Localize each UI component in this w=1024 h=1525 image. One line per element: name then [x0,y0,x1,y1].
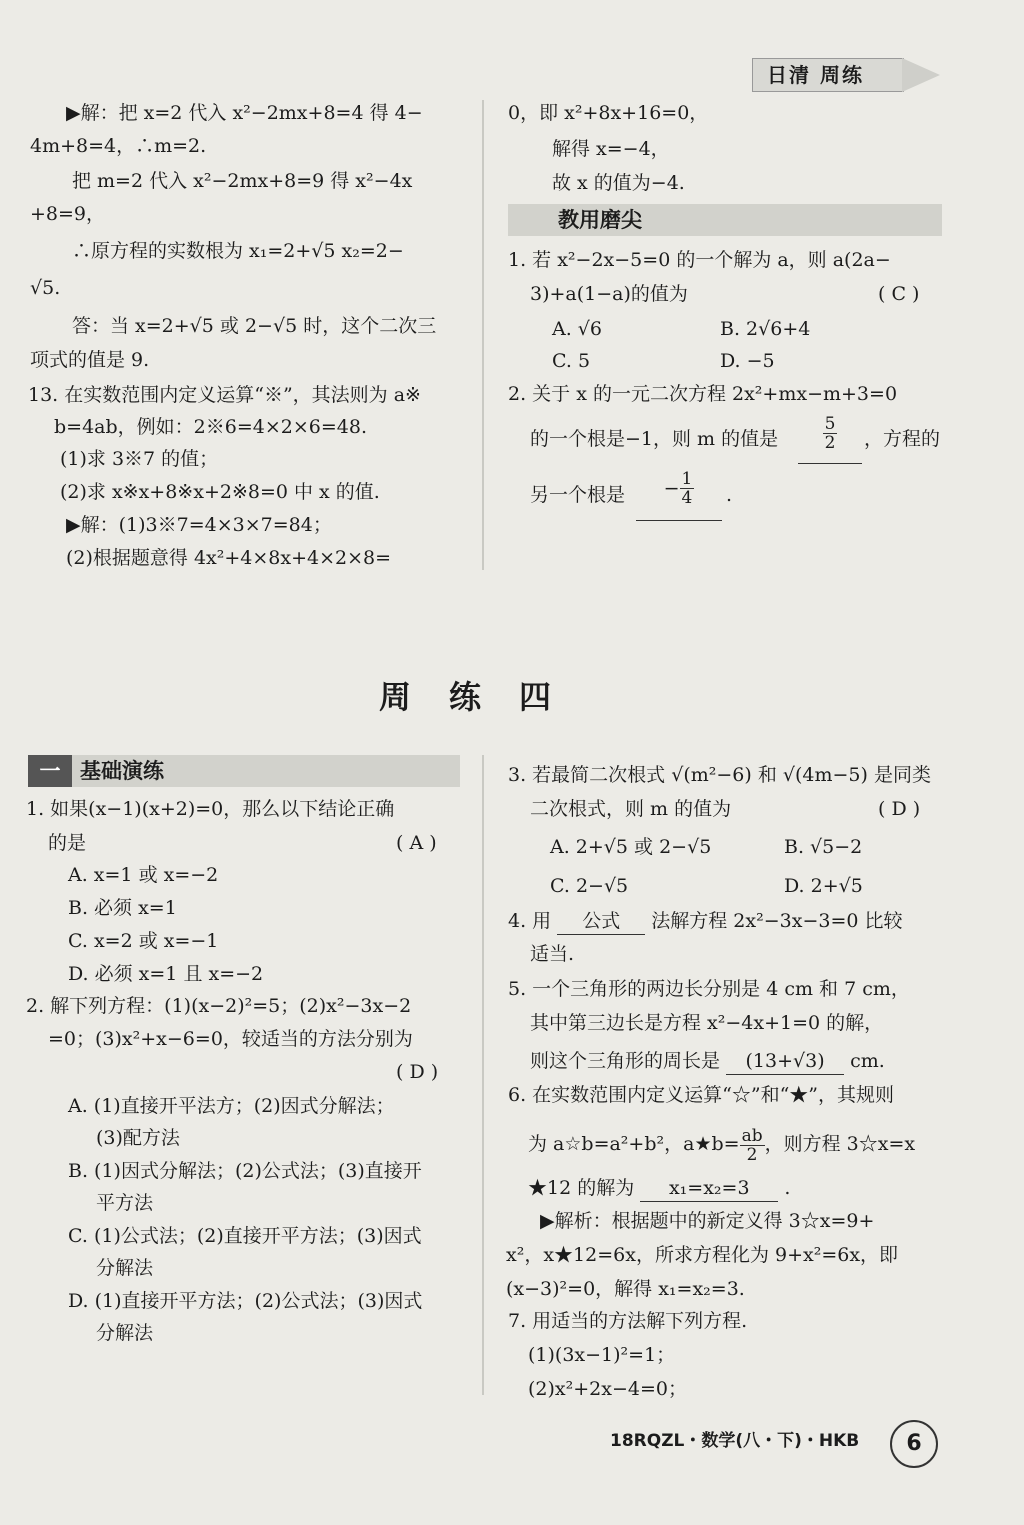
option-a: A. 2+√5 或 2−√5 [550,836,712,858]
text-line: ▶解：(1)3※7=4×3×7=84； [66,514,332,536]
footer-code: 18RQZL・数学(八・下)・HKB [610,1431,860,1451]
question-stem: 1. 若 x²−2x−5=0 的一个解为 a，则 a(2a− [508,249,891,271]
text-line: b=4ab，例如：2※6=4×2×6=48. [54,416,367,438]
question-stem: ，方程的 [864,428,941,450]
question-stem: 另一个根是 [530,484,626,506]
solution-line: ▶解析：根据题中的新定义得 3☆x=9+ [540,1210,875,1232]
option-c: C. 2−√5 [550,875,629,897]
fraction: $\frac{5}{2}$ [824,414,836,453]
option-b: B. √5−2 [784,836,863,858]
text-line: (1)求 3※7 的值； [60,448,219,470]
option-a: A. (1)直接开平法方；(2)因式分解法； [68,1095,395,1117]
answer-blank [798,415,862,464]
fraction: $\frac{1}{4}$ [681,469,693,508]
question-5-stem: 5. 一个三角形的两边长分别是 4 cm 和 7 cm， [508,978,910,1000]
answer-blank: 公式 [557,908,645,935]
question-6-stem: 为 a☆b=a²+b²，a★b= $\frac{ab}{2}$ ，则方程 3☆x=x [528,1125,916,1165]
option-d: D. −5 [720,350,775,372]
text-line: 把 m=2 代入 x²−2mx+8=9 得 x²−4x [72,170,413,192]
text-line: +8=9， [30,203,106,225]
page-number: 6 [890,1420,938,1468]
text-line: 答：当 x=2+√5 或 2−√5 时，这个二次三 [72,315,437,337]
answer-blank: − $\frac{1}{4}$ [636,470,722,521]
option-c: C. x=2 或 x=−1 [68,930,219,952]
section-badge: 一 [28,755,72,787]
text-line: ▶解：把 x=2 代入 x²−2mx+8=4 得 4− [66,102,423,124]
option-d-cont: 分解法 [96,1322,154,1344]
question-1-stem: 1. 如果(x−1)(x+2)=0，那么以下结论正确 [26,798,395,820]
header-tag: 日清 周练 [752,58,904,92]
answer-blank: x₁=x₂=3 [640,1175,778,1202]
text-line: 项式的值是 9. [30,349,150,371]
solution-line: (x−3)²=0，解得 x₁=x₂=3. [506,1278,745,1300]
question-stem: . [726,484,733,506]
text-line: (2)求 x※x+8※x+2※8=0 中 x 的值. [60,481,380,503]
text-line: 0，即 x²+8x+16=0， [508,102,709,124]
question-7-part: (1)(3x−1)²=1； [528,1344,676,1366]
question-2-stem: 2. 解下列方程：(1)(x−2)²=5；(2)x²−3x−2 [26,995,412,1017]
option-c: C. 5 [552,350,591,372]
text-line: (2)根据题意得 4x²+4×8x+4×2×8= [66,547,392,569]
question-4-stem: 4. 用 公式 法解方程 2x²−3x−3=0 比较 [508,908,903,935]
option-c-cont: 分解法 [96,1257,154,1279]
text-line: 4m+8=4，∴m=2. [30,135,207,157]
page-title: 周练四 [378,678,589,716]
question-5-stem: 则这个三角形的周长是 (13+√3) cm. [530,1048,885,1075]
option-c: C. (1)公式法；(2)直接开平方法；(3)因式 [68,1225,422,1247]
question-1-stem: 的是 [48,832,87,854]
question-6-stem: 6. 在实数范围内定义运算“☆”和“★”，其规则 [508,1084,895,1106]
answer-mark: ( D ) [396,1061,439,1083]
answer-mark: ( D ) [878,798,921,820]
question-stem: 的一个根是−1，则 m 的值是 [530,428,779,450]
option-d: D. (1)直接开平方法；(2)公式法；(3)因式 [68,1290,423,1312]
answer-mark: ( C ) [878,283,920,305]
question-3-stem: 3. 若最简二次根式 √(m²−6) 和 √(4m−5) 是同类 [508,764,931,786]
text-line: 故 x 的值为−4. [552,172,685,194]
option-b: B. (1)因式分解法；(2)公式法；(3)直接开 [68,1160,422,1182]
text-line: √5. [30,277,61,299]
header-arrow-icon [902,58,940,92]
option-d: D. 必须 x=1 且 x=−2 [68,963,264,985]
question-7-stem: 7. 用适当的方法解下列方程. [508,1310,748,1332]
text-line: ∴原方程的实数根为 x₁=2+√5 x₂=2− [72,240,404,262]
fraction: $\frac{ab}{2}$ [741,1125,763,1165]
question-4-stem: 适当. [530,943,575,965]
option-a: A. √6 [552,318,602,340]
question-2-stem: =0；(3)x²+x−6=0，较适当的方法分别为 [48,1028,413,1050]
answer-blank: (13+√3) [726,1048,844,1075]
question-13-stem: 13. 在实数范围内定义运算“※”，其法则为 a※ [28,384,421,406]
option-a: A. x=1 或 x=−2 [68,864,219,886]
section-jiaoyong-bar: 教用磨尖 [508,204,942,236]
answer-mark: ( A ) [396,832,437,854]
option-d: D. 2+√5 [784,875,863,897]
section-jichu-bar [28,755,460,787]
question-5-stem: 其中第三边长是方程 x²−4x+1=0 的解， [530,1012,884,1034]
text-line: 解得 x=−4， [552,138,670,160]
option-b: B. 必须 x=1 [68,897,177,919]
question-6-stem: ★12 的解为 x₁=x₂=3 . [528,1175,790,1202]
option-a-cont: (3)配方法 [96,1127,180,1149]
option-b-cont: 平方法 [96,1192,154,1214]
section-label: 基础演练 [80,759,164,783]
question-stem: 2. 关于 x 的一元二次方程 2x²+mx−m+3=0 [508,383,898,405]
option-b: B. 2√6+4 [720,318,811,340]
column-divider-bottom [482,755,484,1395]
question-stem: 3)+a(1−a)的值为 [530,283,688,305]
column-divider-top [482,100,484,570]
solution-line: x²，x★12=6x，所求方程化为 9+x²=6x，即 [506,1244,899,1266]
question-7-part: (2)x²+2x−4=0； [528,1378,687,1400]
question-3-stem: 二次根式，则 m 的值为 [530,798,732,820]
